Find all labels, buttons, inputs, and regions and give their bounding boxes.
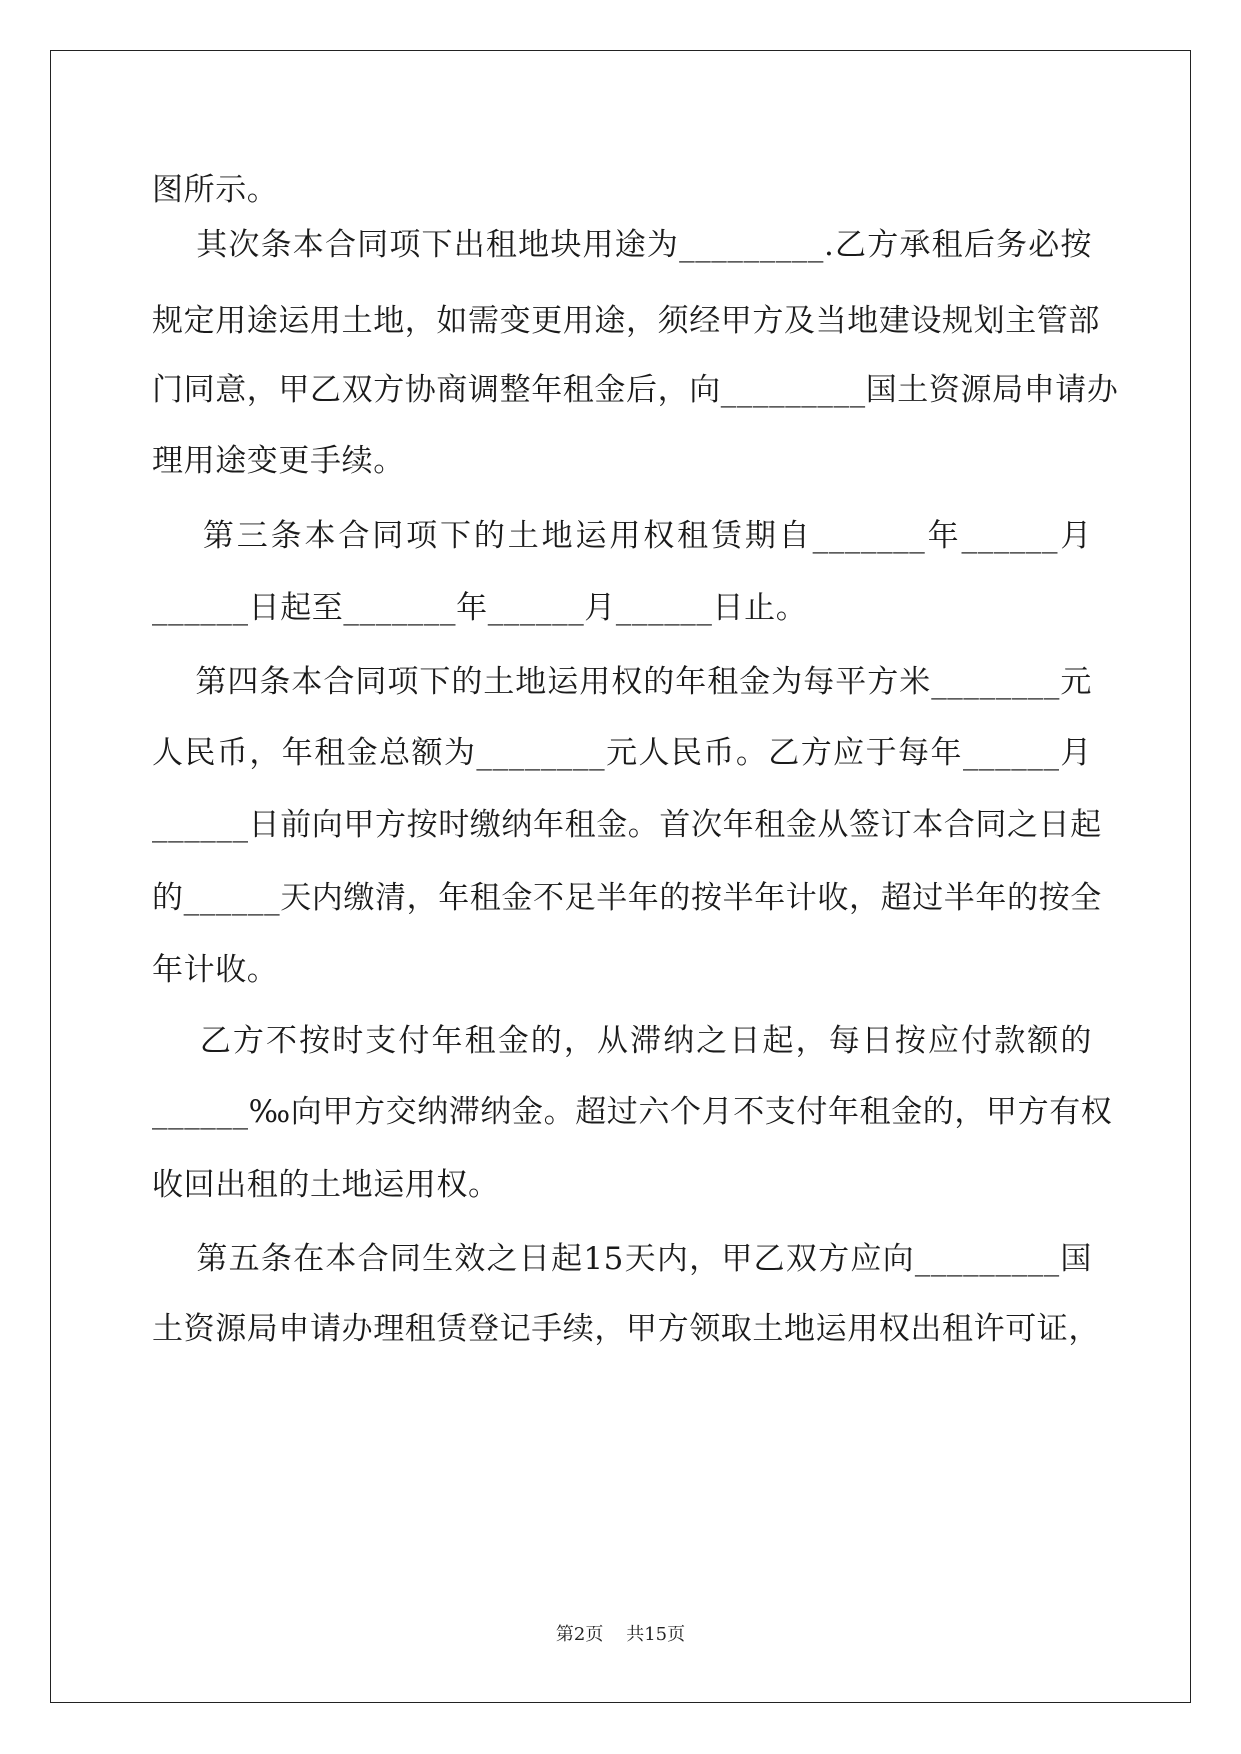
paragraph-line: 其次条本合同项下出租地块用途为_________.乙方承租后务必按 bbox=[152, 227, 1092, 263]
paragraph-line: 的______天内缴清，年租金不足半年的按半年计收，超过半年的按全 bbox=[152, 880, 1102, 916]
paragraph-line: ______日前向甲方按时缴纳年租金。首次年租金从签订本合同之日起 bbox=[152, 807, 1102, 843]
paragraph-line: ______日起至_______年______月______日止。 bbox=[152, 590, 808, 626]
paragraph-line: 理用途变更手续。 bbox=[152, 443, 405, 479]
paragraph-line: 门同意，甲乙双方协商调整年租金后，向_________国土资源局申请办 bbox=[152, 372, 1119, 408]
paragraph-line: ______‰向甲方交纳滞纳金。超过六个月不支付年租金的，甲方有权 bbox=[152, 1094, 1113, 1130]
paragraph-line: 第四条本合同项下的土地运用权的年租金为每平方米________元 bbox=[152, 664, 1092, 700]
paragraph-line: 土资源局申请办理租赁登记手续，甲方领取土地运用权出租许可证， bbox=[152, 1311, 1100, 1347]
paragraph-line: 第五条在本合同生效之日起15天内，甲乙双方应向_________国 bbox=[152, 1241, 1092, 1277]
paragraph-line: 年计收。 bbox=[152, 952, 279, 988]
paragraph-line: 规定用途运用土地，如需变更用途，须经甲方及当地建设规划主管部 bbox=[152, 303, 1100, 339]
paragraph-line: 人民币，年租金总额为________元人民币。乙方应于每年______月 bbox=[152, 735, 1092, 771]
page-frame bbox=[50, 50, 1191, 1703]
paragraph-line: 乙方不按时支付年租金的，从滞纳之日起，每日按应付款额的 bbox=[152, 1023, 1092, 1059]
page-number: 第2页 共15页 bbox=[555, 1624, 686, 1645]
paragraph-line: 图所示。 bbox=[152, 172, 279, 208]
paragraph-line: 第三条本合同项下的土地运用权租赁期自_______年______月 bbox=[152, 518, 1092, 554]
paragraph-line: 收回出租的土地运用权。 bbox=[152, 1167, 500, 1203]
